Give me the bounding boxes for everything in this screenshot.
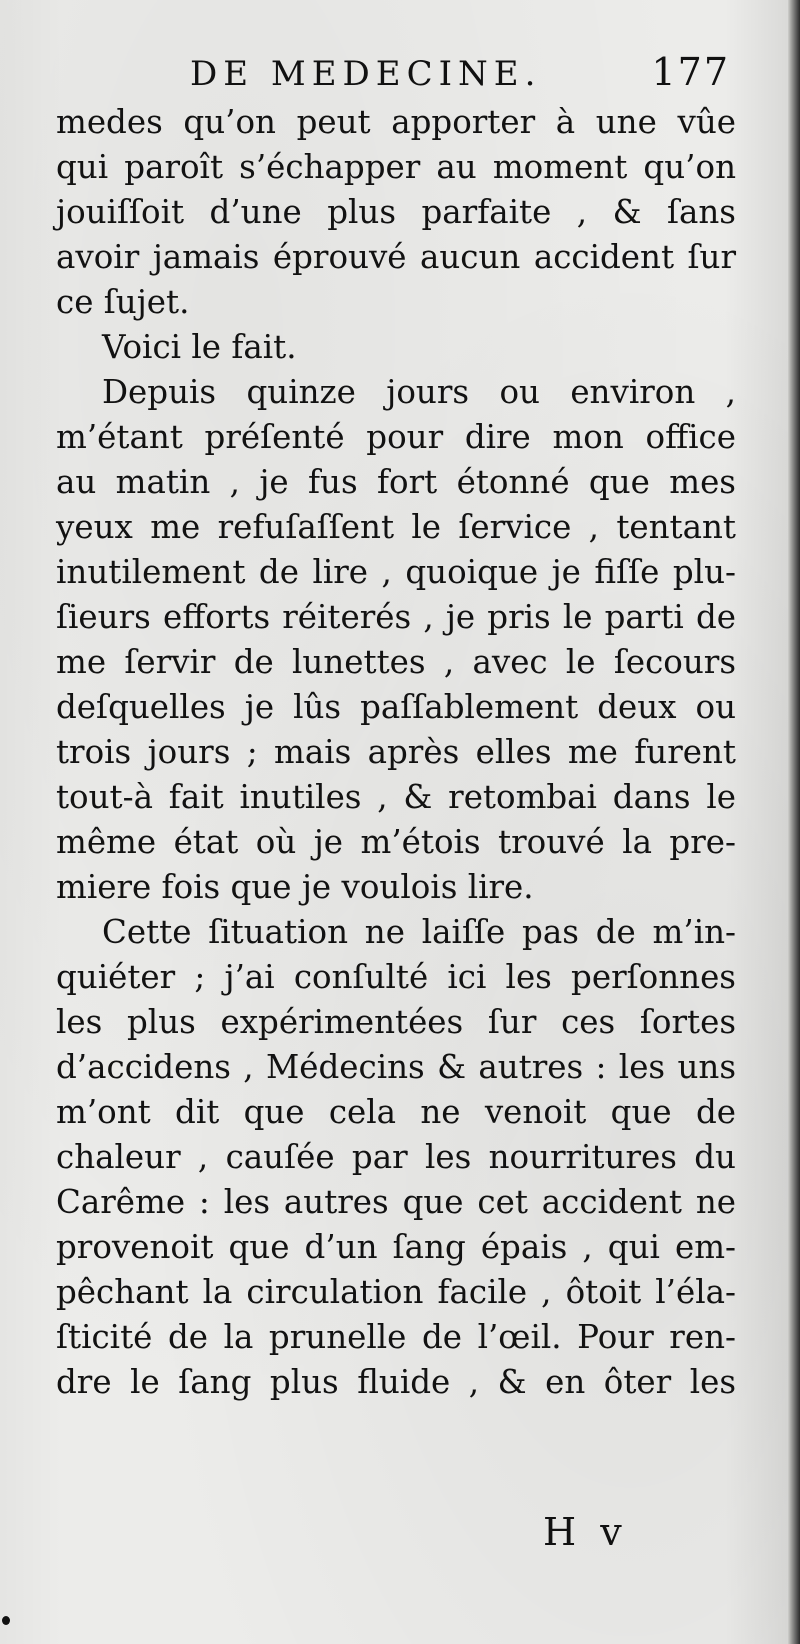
text-line: pêchant la circulation facile , ôtoit l’éla- xyxy=(56,1273,736,1311)
text-line: miere fois que je voulois lire. xyxy=(56,868,534,906)
text-line: les plus expérimentées ſur ces ſortes xyxy=(56,1003,736,1041)
text-line: me ſervir de lunettes , avec le ſecours xyxy=(56,643,736,681)
text-line: Carême : les autres que cet accident ne xyxy=(56,1183,736,1221)
text-line: trois jours ; mais après elles me furent xyxy=(56,733,736,771)
body-text xyxy=(56,100,736,1405)
paragraph-start-line: Cette ſituation ne laiſſe pas de m’in- xyxy=(102,913,736,951)
text-line: au matin , je fus fort étonné que mes xyxy=(56,463,736,501)
text-line: ce ſujet. xyxy=(56,283,190,321)
page-header xyxy=(190,48,730,108)
text-line: avoir jamais éprouvé aucun accident ſur xyxy=(56,238,736,276)
paragraph-start-line: Voici le fait. xyxy=(102,328,297,366)
text-line: deſquelles je lûs paſſablement deux ou xyxy=(56,688,736,726)
text-line: d’accidens , Médecins & autres : les uns xyxy=(56,1048,736,1086)
text-line: ſticité de la prunelle de l’œil. Pour ren- xyxy=(56,1318,736,1356)
ink-speck xyxy=(2,1616,10,1625)
signature-mark: H v xyxy=(543,1510,628,1554)
text-line: m’ont dit que cela ne venoit que de xyxy=(56,1093,736,1131)
text-line: tout-à fait inutiles , & retombai dans le xyxy=(56,778,736,816)
text-line: medes qu’on peut apporter à une vûe xyxy=(56,103,736,141)
text-line: dre le ſang plus fluide , & en ôter les xyxy=(56,1363,736,1401)
text-line: ſieurs efforts réiterés , je pris le parti de xyxy=(56,598,736,636)
text-line: qui paroît s’échapper au moment qu’on xyxy=(56,148,736,186)
text-line: m’étant préſenté pour dire mon office xyxy=(56,418,736,456)
text-line: jouiſſoit d’une plus parfaite , & ſans xyxy=(56,193,736,231)
running-title: DE MEDECINE. xyxy=(190,54,542,94)
text-line: chaleur , cauſée par les nourritures du xyxy=(56,1138,736,1176)
paragraph-start-line: Depuis quinze jours ou environ , xyxy=(102,373,736,411)
text-line: inutilement de lire , quoique je fiſſe plu- xyxy=(56,553,736,591)
text-line: provenoit que d’un ſang épais , qui em- xyxy=(56,1228,736,1266)
page-number: 177 xyxy=(651,50,730,94)
text-line: quiéter ; j’ai conſulté ici les perſonnes xyxy=(56,958,736,996)
text-line: même état où je m’étois trouvé la pre- xyxy=(56,823,736,861)
text-line: yeux me refuſaſſent le ſervice , tentant xyxy=(56,508,736,546)
book-spine-edge xyxy=(788,0,800,1644)
